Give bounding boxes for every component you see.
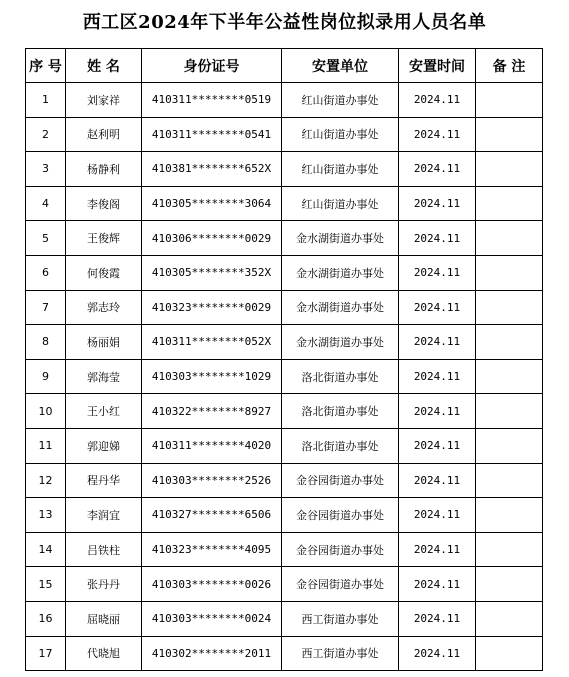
- cell-unit: 金水湖街道办事处: [282, 255, 399, 290]
- cell-name: 屈晓丽: [66, 601, 142, 636]
- cell-time: 2024.11: [399, 255, 476, 290]
- cell-id: 410305********3064: [142, 186, 282, 221]
- cell-note: [476, 567, 543, 602]
- cell-time: 2024.11: [399, 428, 476, 463]
- cell-note: [476, 221, 543, 256]
- page-title: 西工区2024年下半年公益性岗位拟录用人员名单: [82, 12, 487, 33]
- cell-note: [476, 359, 543, 394]
- cell-no: 7: [26, 290, 66, 325]
- cell-time: 2024.11: [399, 636, 476, 671]
- cell-time: 2024.11: [399, 359, 476, 394]
- table-row: [26, 394, 543, 429]
- cell-unit: 金谷园街道办事处: [282, 532, 399, 567]
- cell-no: 8: [26, 325, 66, 360]
- cell-no: 17: [26, 636, 66, 671]
- cell-time: 2024.11: [399, 117, 476, 152]
- header-no: 序 号: [26, 49, 66, 83]
- cell-time: 2024.11: [399, 325, 476, 360]
- cell-unit: 西工街道办事处: [282, 636, 399, 671]
- cell-no: 5: [26, 221, 66, 256]
- cell-no: 10: [26, 394, 66, 429]
- cell-note: [476, 498, 543, 533]
- cell-unit: 红山街道办事处: [282, 117, 399, 152]
- cell-no: 4: [26, 186, 66, 221]
- cell-unit: 金谷园街道办事处: [282, 463, 399, 498]
- cell-no: 2: [26, 117, 66, 152]
- cell-time: 2024.11: [399, 394, 476, 429]
- cell-time: 2024.11: [399, 463, 476, 498]
- cell-id: 410303********1029: [142, 359, 282, 394]
- cell-name: 赵利明: [66, 117, 142, 152]
- cell-name: 郭迎娣: [66, 428, 142, 463]
- table-row: [26, 498, 543, 533]
- cell-no: 3: [26, 152, 66, 187]
- cell-note: [476, 186, 543, 221]
- header-id: 身份证号: [142, 49, 282, 83]
- cell-id: 410311********4020: [142, 428, 282, 463]
- cell-unit: 金水湖街道办事处: [282, 290, 399, 325]
- cell-no: 6: [26, 255, 66, 290]
- cell-name: 杨丽娟: [66, 325, 142, 360]
- cell-note: [476, 325, 543, 360]
- table-row: [26, 83, 543, 118]
- cell-time: 2024.11: [399, 498, 476, 533]
- cell-unit: 金谷园街道办事处: [282, 498, 399, 533]
- cell-time: 2024.11: [399, 152, 476, 187]
- table-row: [26, 255, 543, 290]
- cell-id: 410303********0024: [142, 601, 282, 636]
- cell-name: 郭海莹: [66, 359, 142, 394]
- cell-no: 14: [26, 532, 66, 567]
- table-row: [26, 290, 543, 325]
- table-row: [26, 601, 543, 636]
- cell-unit: 金水湖街道办事处: [282, 221, 399, 256]
- table-row: [26, 428, 543, 463]
- cell-name: 王小红: [66, 394, 142, 429]
- cell-no: 9: [26, 359, 66, 394]
- cell-name: 杨静利: [66, 152, 142, 187]
- header-row: [26, 49, 543, 83]
- cell-unit: 红山街道办事处: [282, 83, 399, 118]
- table-row: [26, 152, 543, 187]
- cell-id: 410311********0519: [142, 83, 282, 118]
- cell-name: 程丹华: [66, 463, 142, 498]
- cell-note: [476, 83, 543, 118]
- cell-id: 410381********652X: [142, 152, 282, 187]
- cell-note: [476, 117, 543, 152]
- cell-unit: 洛北街道办事处: [282, 359, 399, 394]
- cell-id: 410323********0029: [142, 290, 282, 325]
- cell-unit: 洛北街道办事处: [282, 394, 399, 429]
- cell-note: [476, 532, 543, 567]
- cell-name: 张丹丹: [66, 567, 142, 602]
- cell-name: 何俊霞: [66, 255, 142, 290]
- table-row: [26, 186, 543, 221]
- table-row: [26, 325, 543, 360]
- cell-no: 16: [26, 601, 66, 636]
- cell-id: 410305********352X: [142, 255, 282, 290]
- cell-id: 410302********2011: [142, 636, 282, 671]
- cell-time: 2024.11: [399, 532, 476, 567]
- cell-id: 410306********0029: [142, 221, 282, 256]
- cell-id: 410322********8927: [142, 394, 282, 429]
- cell-id: 410311********0541: [142, 117, 282, 152]
- table-body: [26, 83, 543, 671]
- cell-id: 410327********6506: [142, 498, 282, 533]
- table-row: [26, 221, 543, 256]
- header-unit: 安置单位: [282, 49, 399, 83]
- cell-id: 410311********052X: [142, 325, 282, 360]
- header-note: 备 注: [476, 49, 543, 83]
- cell-unit: 西工街道办事处: [282, 601, 399, 636]
- table-row: [26, 532, 543, 567]
- cell-no: 15: [26, 567, 66, 602]
- cell-note: [476, 636, 543, 671]
- cell-name: 李俊阁: [66, 186, 142, 221]
- table-row: [26, 359, 543, 394]
- cell-note: [476, 394, 543, 429]
- cell-no: 11: [26, 428, 66, 463]
- table-row: [26, 117, 543, 152]
- cell-id: 410323********4095: [142, 532, 282, 567]
- table-row: [26, 636, 543, 671]
- cell-unit: 金谷园街道办事处: [282, 567, 399, 602]
- cell-time: 2024.11: [399, 601, 476, 636]
- cell-no: 13: [26, 498, 66, 533]
- cell-note: [476, 152, 543, 187]
- roster-table: [25, 48, 543, 671]
- cell-name: 代晓旭: [66, 636, 142, 671]
- header-time: 安置时间: [399, 49, 476, 83]
- cell-name: 郭志玲: [66, 290, 142, 325]
- cell-note: [476, 290, 543, 325]
- header-name: 姓 名: [66, 49, 142, 83]
- cell-unit: 红山街道办事处: [282, 152, 399, 187]
- cell-no: 12: [26, 463, 66, 498]
- cell-note: [476, 255, 543, 290]
- cell-time: 2024.11: [399, 186, 476, 221]
- cell-note: [476, 463, 543, 498]
- cell-name: 李润宜: [66, 498, 142, 533]
- cell-name: 刘家祥: [66, 83, 142, 118]
- cell-name: 王俊辉: [66, 221, 142, 256]
- cell-unit: 红山街道办事处: [282, 186, 399, 221]
- cell-unit: 洛北街道办事处: [282, 428, 399, 463]
- cell-time: 2024.11: [399, 290, 476, 325]
- cell-time: 2024.11: [399, 567, 476, 602]
- table-row: [26, 567, 543, 602]
- cell-unit: 金水湖街道办事处: [282, 325, 399, 360]
- cell-name: 吕铁柱: [66, 532, 142, 567]
- cell-note: [476, 601, 543, 636]
- cell-time: 2024.11: [399, 221, 476, 256]
- cell-id: 410303********0026: [142, 567, 282, 602]
- table-row: [26, 463, 543, 498]
- cell-note: [476, 428, 543, 463]
- cell-id: 410303********2526: [142, 463, 282, 498]
- cell-time: 2024.11: [399, 83, 476, 118]
- cell-no: 1: [26, 83, 66, 118]
